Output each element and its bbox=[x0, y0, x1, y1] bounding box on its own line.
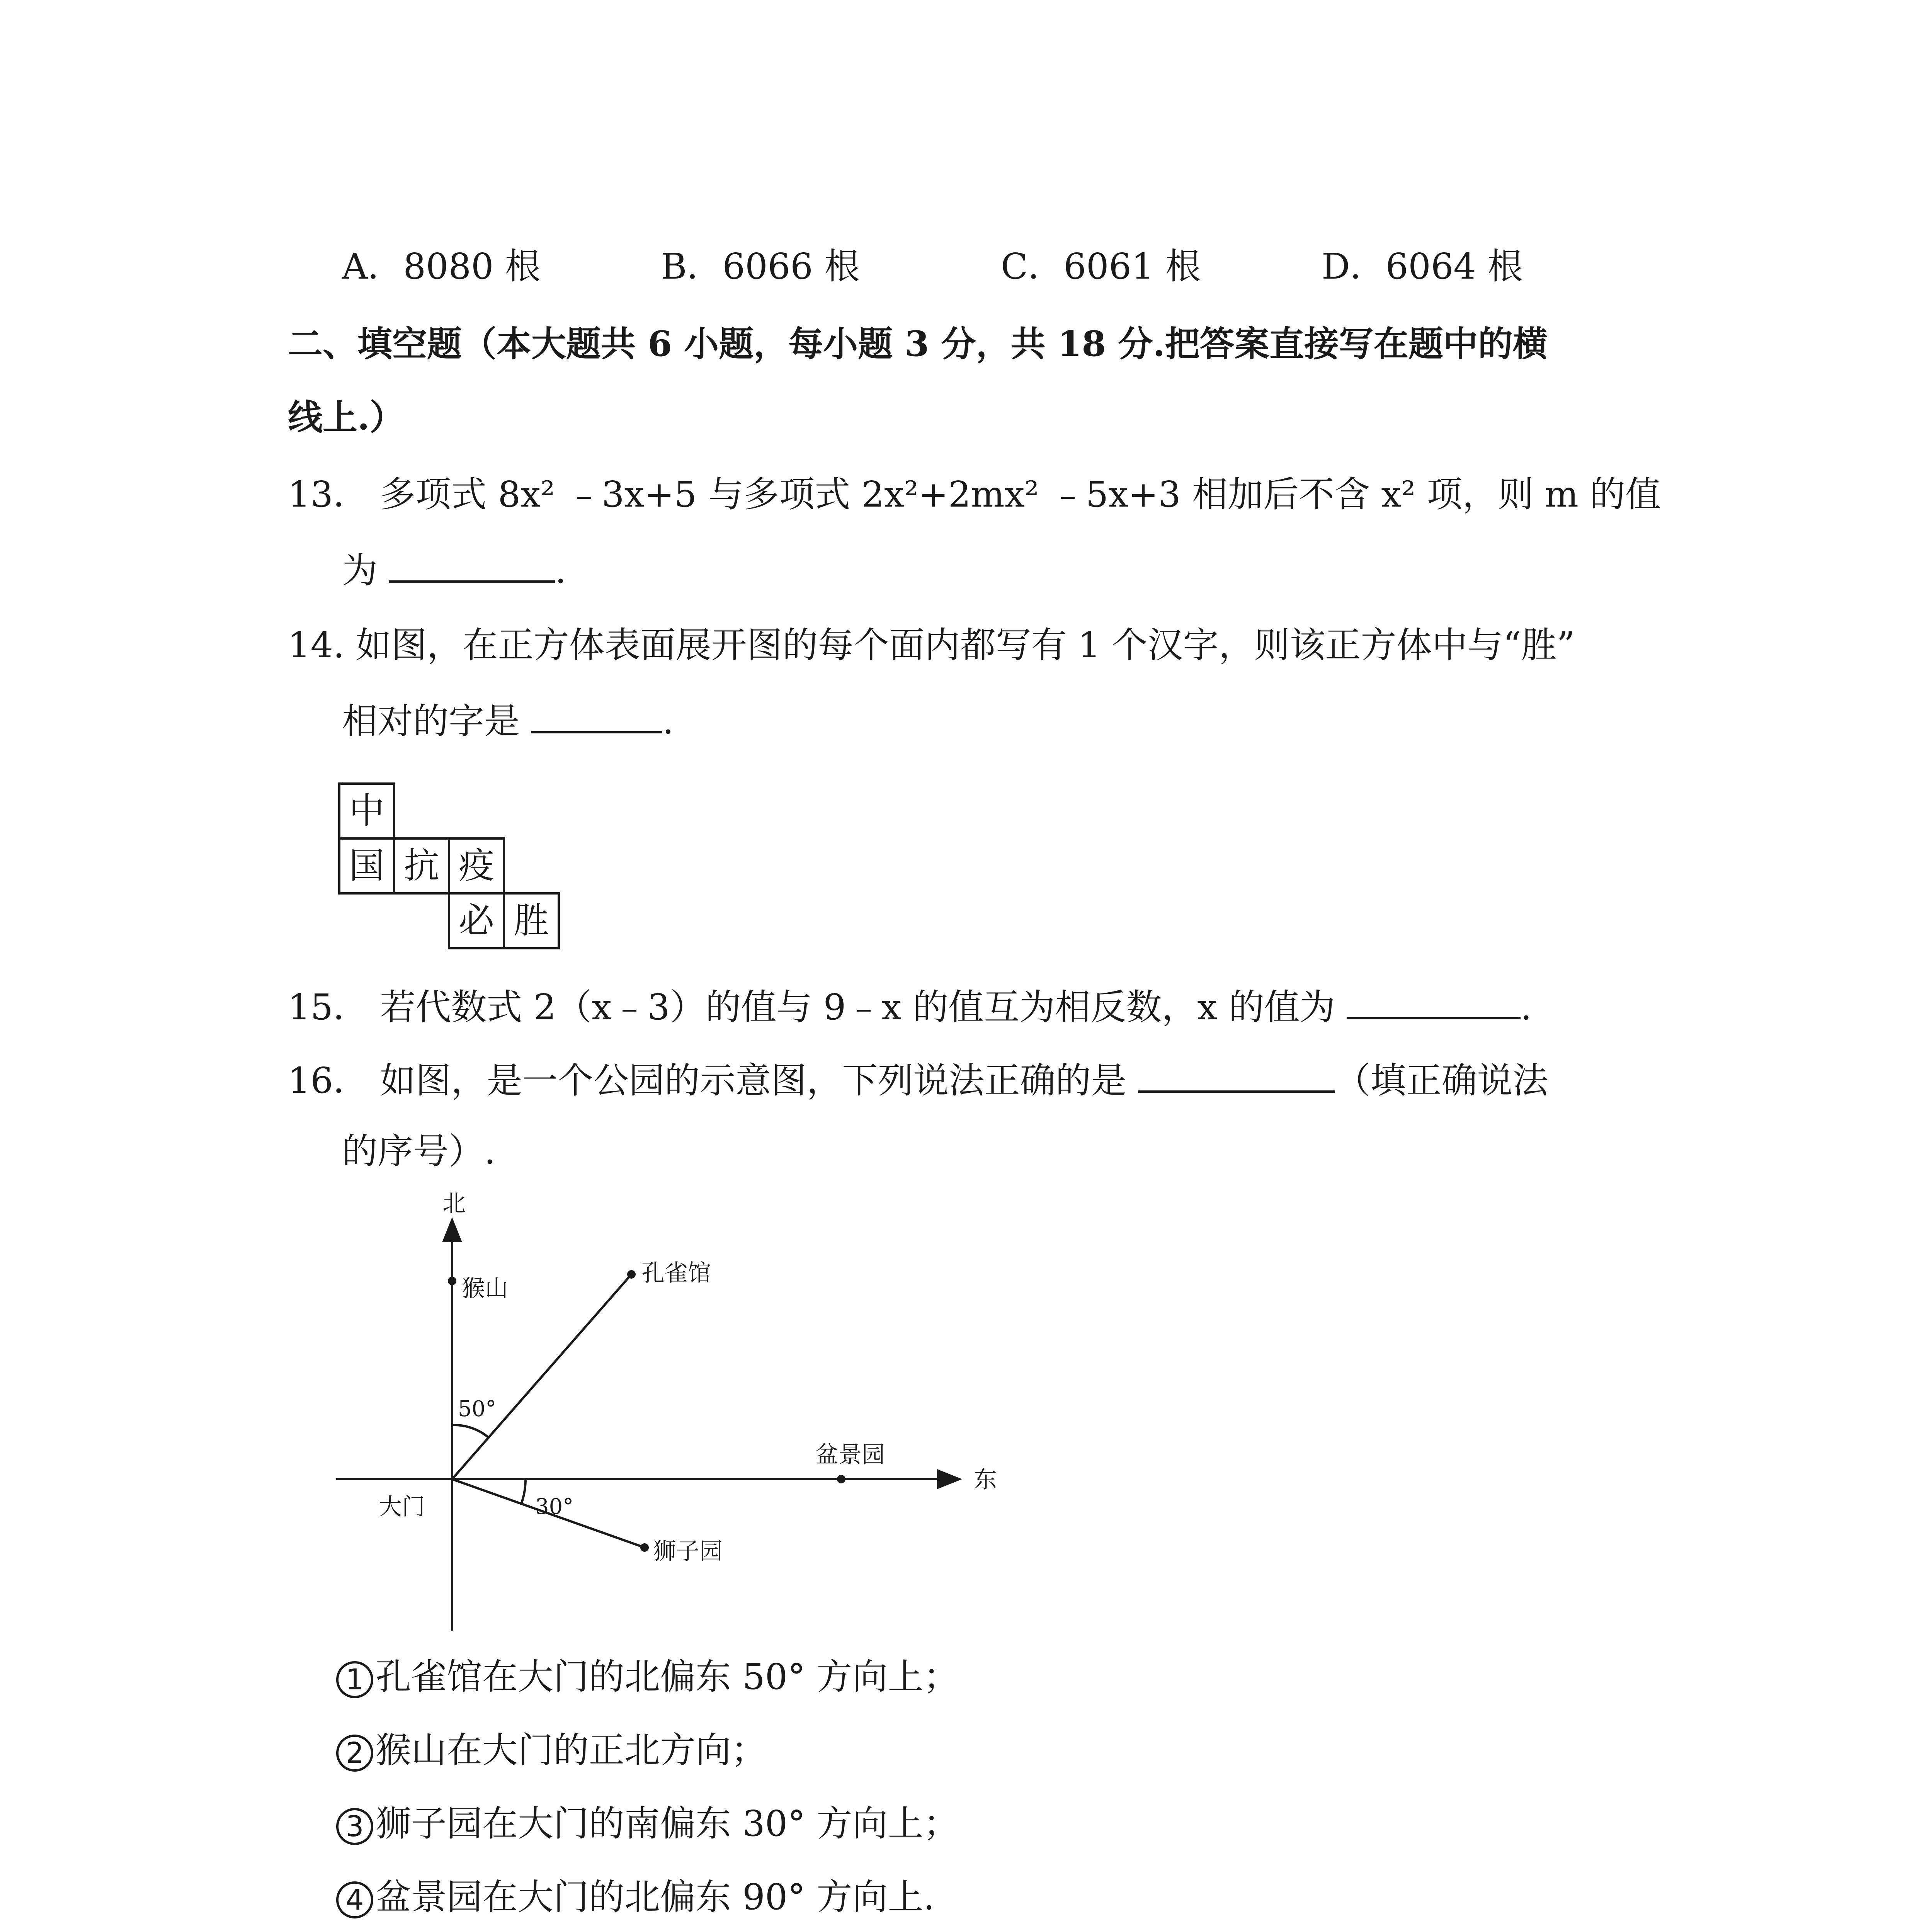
net-face-bi: 必 bbox=[448, 892, 505, 949]
monkey-hill-point bbox=[448, 1277, 456, 1285]
peacock-ray bbox=[452, 1274, 631, 1479]
net-face-guo: 国 bbox=[338, 837, 395, 895]
net-face-kang: 抗 bbox=[393, 837, 450, 895]
net-face-sheng: 胜 bbox=[503, 892, 560, 949]
option-a: A．8080 根 bbox=[342, 246, 541, 287]
angle-east-label: 30° bbox=[535, 1494, 574, 1519]
park-diagram bbox=[325, 1190, 1020, 1638]
bonsai-point bbox=[837, 1475, 845, 1483]
net-face-yi: 疫 bbox=[448, 837, 505, 895]
origin-label: 大门 bbox=[379, 1493, 425, 1520]
q16-answer-blank[interactable] bbox=[1138, 1055, 1335, 1093]
q13-line1 bbox=[288, 471, 1661, 518]
q13-line2: 为 . bbox=[342, 545, 566, 594]
q15-line1: 15． 若代数式 2（x﹣3）的值与 9﹣x 的值互为相反数，x 的值为 . bbox=[288, 981, 1532, 1031]
q14-text: 如图，在正方体表面展开图的每个面内都写有 1 个汉字，则该正方体中与“胜” bbox=[356, 624, 1575, 666]
q16-statement-4: 4 盆景园在大门的北偏东 90° 方向上. bbox=[336, 1874, 935, 1920]
east-label: 东 bbox=[974, 1466, 997, 1493]
bonsai-garden-label: 盆景园 bbox=[815, 1441, 885, 1468]
option-b: B．6066 根 bbox=[661, 246, 860, 287]
q16-statement-2: 2 猴山在大门的正北方向； bbox=[336, 1727, 767, 1774]
peacock-hall-label: 孔雀馆 bbox=[641, 1260, 711, 1287]
peacock-point bbox=[627, 1270, 636, 1279]
q15-answer-blank[interactable] bbox=[1347, 981, 1521, 1019]
q14-answer-blank[interactable] bbox=[531, 696, 662, 733]
q16-statement-3: 3 狮子园在大门的南偏东 30° 方向上； bbox=[336, 1801, 959, 1847]
q14-number: 14. bbox=[288, 624, 345, 666]
north-label: 北 bbox=[442, 1190, 466, 1217]
net-face-zhong: 中 bbox=[338, 782, 395, 840]
q15-number: 15． bbox=[288, 986, 369, 1028]
circled-number-4: 4 bbox=[336, 1881, 373, 1918]
q13-number: 13． bbox=[288, 474, 369, 515]
section-header-line1: 二、填空题（本大题共 6 小题，每小题 3 分，共 18 分.把答案直接写在题中的横 bbox=[288, 323, 1548, 364]
q16-statement-1: 1 孔雀馆在大门的北偏东 50° 方向上； bbox=[336, 1654, 959, 1700]
option-c: C．6061 根 bbox=[1001, 246, 1201, 287]
angle-north-label: 50° bbox=[458, 1396, 497, 1422]
monkey-hill-label: 猴山 bbox=[462, 1275, 508, 1302]
q13-answer-blank[interactable] bbox=[389, 545, 555, 583]
section-header-line2: 线上.） bbox=[288, 397, 405, 438]
q16-line2: 的序号）. bbox=[342, 1131, 496, 1172]
angle-arc-north bbox=[452, 1425, 488, 1437]
option-d: D．6064 根 bbox=[1322, 246, 1523, 287]
q13-text: 多项式 8x² ﹣3x+5 与多项式 2x²+2mx² ﹣5x+3 相加后不含 x² 项，则 m 的值 bbox=[380, 474, 1661, 515]
q16-line1: 16． 如图，是一个公园的示意图，下列说法正确的是 （填正确说法 bbox=[288, 1055, 1548, 1104]
north-arrowhead bbox=[442, 1217, 462, 1242]
circled-number-2: 2 bbox=[336, 1735, 373, 1772]
lion-point bbox=[640, 1543, 649, 1552]
east-arrowhead bbox=[937, 1469, 962, 1489]
circled-number-1: 1 bbox=[336, 1661, 373, 1698]
q16-number: 16． bbox=[288, 1060, 369, 1101]
q14-line2: 相对的字是 . bbox=[342, 696, 674, 745]
angle-arc-east bbox=[521, 1479, 526, 1504]
circled-number-3: 3 bbox=[336, 1808, 373, 1845]
q14-line1 bbox=[288, 622, 1575, 668]
lion-garden-label: 狮子园 bbox=[653, 1538, 723, 1565]
